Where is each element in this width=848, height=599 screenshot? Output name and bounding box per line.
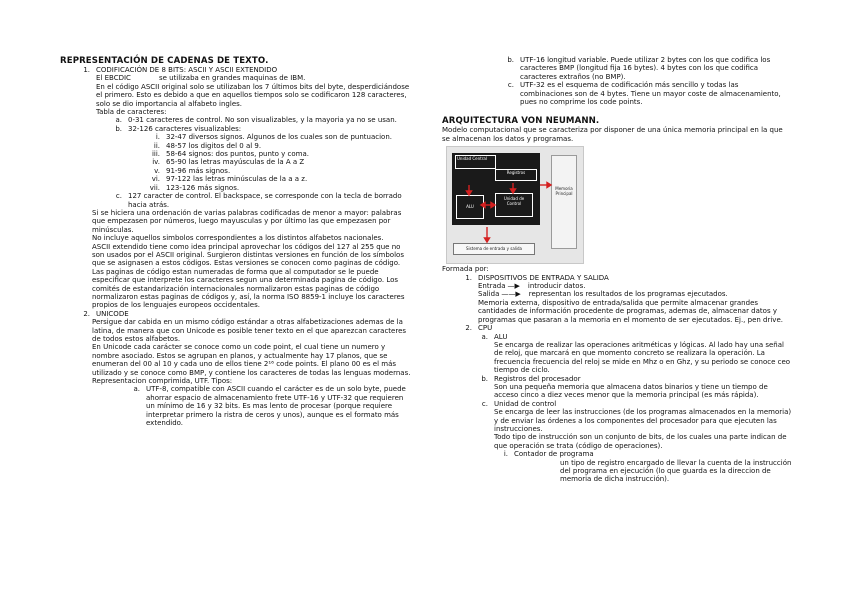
list-item xyxy=(502,56,792,81)
list-marker: a. xyxy=(133,385,140,394)
left-column xyxy=(60,56,412,427)
list-text: 48-57 los digitos del 0 al 9. xyxy=(166,141,262,150)
salida-desc: representan los resultados de los programas ejecutados. xyxy=(528,290,728,299)
formada-por: Formada por: xyxy=(442,265,489,274)
cpu-item-registros xyxy=(478,375,792,383)
list-text: UTF-16 longitud variable. Puede utilizar 2 bytes con los que codifica los caracteres BMP (longitud fija 16 bytes). 4 bytes con los que codifica caracteres extraños (no BMP). xyxy=(520,56,771,81)
section-1-number: 1. xyxy=(83,66,90,74)
unicode-paragraph-1: Persigue dar cabida en un mismo código estándar a otras alfabetizaciones ademas de la latina, de manera que con Unicode es posible tener texto en el que aparezcan caracteres de todos estos alfabetos. xyxy=(92,318,407,343)
list-marker: iv. xyxy=(152,158,160,167)
unicode-paragraph-2: En Unicode cada carácter se conoce como un code point, el cual tiene un numero y nombre asociado. Estos se agrupan en planos, y actualmente hay 17 planos, que se enumeran del 00 al 10 y cada uno de ellos tiene 2¹⁶ code points. El plano 00 es el más utilizado y se conoce como BMP, y contiene los caracteres de todas las lenguas modernas. Representacion comprimida, UTF. Tipos: xyxy=(92,343,411,386)
section-2-heading xyxy=(60,310,412,318)
diagram-arrows xyxy=(447,147,583,263)
salida-term: Salida xyxy=(478,290,500,299)
list-marker: c. xyxy=(481,399,488,408)
arrow-head xyxy=(491,203,495,208)
list-text: 32-126 caracteres visualizables: xyxy=(128,124,242,133)
arrow-head xyxy=(547,183,551,188)
list-item xyxy=(96,125,412,133)
list-marker: i. xyxy=(155,133,160,142)
entrada-term: Entrada xyxy=(478,282,506,291)
d1-title: DISPOSITIVOS DE ENTRADA Y SALIDA xyxy=(478,273,609,282)
registers-label: Registros xyxy=(506,170,526,176)
list-marker: a. xyxy=(115,116,122,125)
memory-label: Memoria Principal xyxy=(555,186,573,197)
section-1-heading xyxy=(60,66,412,74)
control-subitem xyxy=(478,450,792,458)
list-text: 123-126 más signos. xyxy=(166,183,240,192)
control-paragraph-2: Todo tipo de instrucción son un conjunto de bits, de los cuales una parte indican de que operación se trata (código de operaciones). xyxy=(494,433,787,450)
unit-central-label: Unidad Central xyxy=(457,156,487,162)
list-text: 91-96 más signos. xyxy=(166,166,231,175)
extended-ascii-paragraph: ASCII extendido tiene como idea principal aprovechar los códigos del 127 al 255 que no son usados por el ASCII original. Surgieron distintas versiones en función de los símbolos que se asignasen a estos códigos. Estas versiones se conocen como paginas de código. Las paginas de código estan numeradas de forma que al computador se le puede especificar que interprete los caracteres segun una determinada pagina de código. Los comités de estandarización internacionales normalizaron estas paginas de código normalizaron estas paginas de códigos y, así, la norma ISO 8859-1 incluye los caracteres propios de los lenguajes europeos occidentales. xyxy=(92,242,405,310)
d2-number: 2. xyxy=(465,324,472,333)
arrow-right-icon: ——▶ xyxy=(501,290,521,299)
list-marker: ii. xyxy=(153,141,160,150)
list-marker: b. xyxy=(115,124,122,133)
section-2-number: 2. xyxy=(83,309,90,318)
list-text: 0-31 caracteres de control. No son visualizables, y la mayoria ya no se usan. xyxy=(128,116,397,125)
list-item xyxy=(144,133,412,141)
ebcdic-term: El EBCDIC xyxy=(96,74,131,83)
registros-heading: Registros del procesador xyxy=(494,374,581,383)
alu-heading: ALU xyxy=(494,332,508,341)
list-item xyxy=(144,142,412,150)
list-marker: b. xyxy=(481,374,488,383)
d2-title: CPU xyxy=(478,324,493,333)
cpu-item-alu xyxy=(478,333,792,341)
ebcdic-desc: se utilizaba en grandes maquinas de IBM. xyxy=(158,74,306,83)
arrow-head xyxy=(511,189,516,193)
d2-heading xyxy=(442,324,792,332)
von-neumann-diagram xyxy=(446,146,584,264)
list-text: UTF-32 es el esquema de codificación más sencillo y todas las combinaciones son de 4 bytes. Tiene un mayor coste de almacenamiento, pues no comprime los code points. xyxy=(520,81,781,107)
alu-label: ALU xyxy=(466,204,474,210)
list-item xyxy=(502,81,792,106)
list-marker: vii. xyxy=(149,183,160,192)
contador-heading: Contador de programa xyxy=(514,450,594,459)
list-text: UTF-8, compatible con ASCII cuando el carácter es de un solo byte, puede ahorrar espacio de almacenamiento frete UTF-16 y UTF-32 que requieren un mínimo de 16 y 32 bits. Es mas lento de procesar (porque requiere interpretar primero la ristra de ceros y unos), aunque es el formato más extendido. xyxy=(146,385,406,428)
list-item xyxy=(144,184,412,192)
registros-paragraph: Son una pequeña memoria que almacena datos binarios y tiene un tiempo de acceso cinco a diez veces menor que la memoria principal (es más rápida). xyxy=(494,382,768,400)
list-item xyxy=(96,192,412,209)
list-marker: c. xyxy=(115,192,122,201)
list-item xyxy=(144,158,412,166)
list-text: 58-64 signos: dos puntos, punto y coma. xyxy=(166,150,309,159)
section-1-title: CODIFICACIÓN DE 8 BITS: ASCII Y ASCII EXTENDIDO xyxy=(96,66,278,74)
list-text: 32-47 diversos signos. Algunos de los cuales son de puntuacion. xyxy=(166,133,393,142)
control-heading: Unidad de control xyxy=(494,399,557,408)
list-marker: c. xyxy=(507,81,514,90)
von-neumann-intro: Modelo computacional que se caracteriza por disponer de una única memoria principal en la que se almacenan los datos y programas. xyxy=(442,126,783,143)
entrada-line xyxy=(478,282,792,290)
d1-heading xyxy=(442,274,792,282)
alphabets-paragraph: No incluye aquellos simbolos correspondientes a los distintos alfabetos nacionales. xyxy=(92,234,384,243)
control-paragraph-1: Se encarga de leer las instrucciones (de los programas almacenados en la memoria) y de enviar las órdenes a los componentes del procesador para que ejecuten las instrucciones. xyxy=(494,408,792,433)
section-2-body xyxy=(60,318,412,427)
list-marker: iii. xyxy=(151,150,160,159)
list-item xyxy=(144,175,412,183)
list-text: 97-122 las letras minúsculas de la a a z. xyxy=(166,175,308,184)
control-unit-label: Unidad de Control xyxy=(503,196,525,207)
list-marker: a. xyxy=(481,332,488,341)
list-item xyxy=(96,116,412,124)
arrow-right-icon: —▶ xyxy=(507,282,520,291)
arrow-head xyxy=(481,203,485,208)
ebcdic-line xyxy=(96,74,412,82)
title-representacion: REPRESENTACIÓN DE CADENAS DE TEXTO. xyxy=(60,56,269,66)
list-item xyxy=(92,385,412,427)
list-item xyxy=(144,167,412,175)
alu-paragraph: Se encarga de realizar las operaciones aritméticas y lógicas. Al lado hay una señal de reloj, que marcará en que momento concreto se realizara la operación. La frecuencia frecuencia del reloj se mide en Mhz o en Ghz, y su periodo se conoce ceo tiempo de ciclo. xyxy=(494,340,791,375)
utf-list xyxy=(442,56,792,106)
list-marker: vi. xyxy=(151,175,160,184)
list-text: 65-90 las letras mayúsculas de la A a Z xyxy=(166,158,305,167)
list-marker: b. xyxy=(507,56,514,64)
arrow-head xyxy=(467,191,472,195)
table-caption: Tabla de caracteres: xyxy=(96,108,167,117)
ordering-paragraph: Si se hiciera una ordenación de varias palabras codificadas de menor a mayor: palabras que empezasen por números, luego mayusculas y por último las que empezasen por minúsculas. xyxy=(92,208,402,234)
list-text: 127 caracter de control. El backspace, se corresponde con la tecla de borrado hacia atrás. xyxy=(128,192,402,209)
ascii-paragraph: En el código ASCII original solo se utilizaban los 7 últimos bits del byte, desperdiciándose el primero. Esto es debido a que en aquellos tiempos solo se codificaron 128 caracteres, solo se dio importancia al alfabeto ingles. xyxy=(96,82,410,108)
contador-paragraph: un tipo de registro encargado de llevar la cuenta de la instrucción del programa en ejecución (lo que guarda es la direccion de memoria de dicha instrucción). xyxy=(560,458,792,484)
title-von-neumann: ARQUITECTURA VON NEUMANN. xyxy=(442,116,600,127)
salida-line xyxy=(478,290,792,298)
d1-number: 1. xyxy=(465,273,472,282)
cpu-item-control xyxy=(478,400,792,408)
list-marker: i. xyxy=(503,450,508,459)
d1-body xyxy=(442,282,792,324)
memoria-externa-paragraph: Memoria externa, dispositivo de entrada/salida que permite almacenar grandes cantidades de información procedente de programas, ademas de, almacenar datos y programas que pasaran a la memoria en el momento de ser ejecutados. Ej., pen drive. xyxy=(478,298,783,324)
entrada-desc: introducir datos. xyxy=(527,282,586,291)
section-2-title: UNICODE xyxy=(96,309,129,318)
right-column xyxy=(442,56,792,484)
section-1-body xyxy=(60,74,412,209)
list-item xyxy=(144,150,412,158)
roman-sublist xyxy=(96,133,412,192)
list-marker: v. xyxy=(154,166,160,175)
section-1-extra xyxy=(60,209,412,310)
d2-body xyxy=(442,333,792,484)
io-label: Sistema de entrada y salida xyxy=(466,246,522,252)
arrow-head xyxy=(485,238,490,242)
